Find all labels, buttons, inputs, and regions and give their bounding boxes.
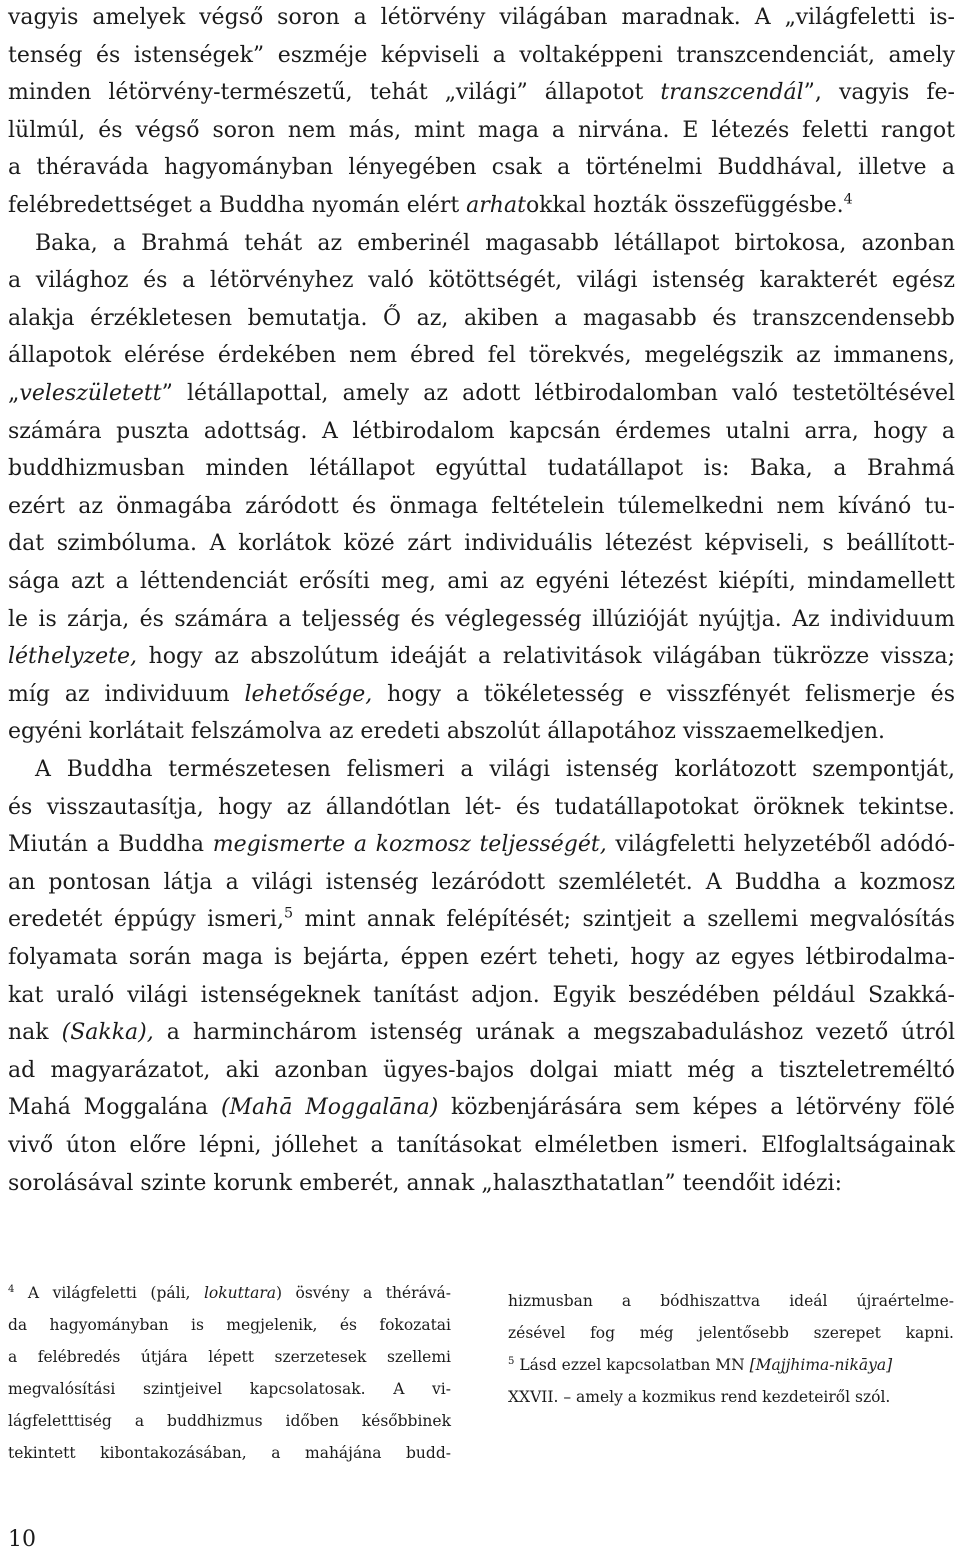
text-line: felébredettséget a Buddha nyomán elért arhatokkal hozták összefüggésbe.$^4$ (8, 191, 853, 218)
text-line: A Buddha természetesen felismeri a világi istenség korlátozott szempontját, (35, 757, 955, 782)
text-line: buddhizmusban minden létállapot egyúttal tudatállapot is: Baka, a Brahmá (8, 456, 955, 482)
footnote-line: da hagyományban is megjelenik, és fokozatai (8, 1316, 451, 1334)
text-line: Baka, a Brahmá tehát az emberinél magasabb létállapot birtokosa, azonban (35, 230, 955, 256)
footnotes-right (508, 1285, 954, 1413)
text-line: le is zárja, és számára a teljesség és véglegesség illúzióját nyújtja. Az individuum (8, 606, 955, 632)
text-line: Miután a Buddha megismerte a kozmosz teljességét, világfeletti helyzetéből adódó- (8, 832, 955, 858)
footnote-line: XXVII. – amely a kozmikus rend kezdeteiről szól. (508, 1388, 891, 1406)
text-line: számára puszta adottság. A létbirodalom kapcsán érdemes utalni arra, hogy a (8, 418, 955, 444)
page-number: 10 (8, 1527, 36, 1552)
text-line: míg az individuum lehetősége, hogy a tökéletesség e visszfényét felismerje és (8, 681, 955, 707)
text-line: ad magyarázatot, aki azonban ügyes-bajos dolgai miatt még a tiszteletreméltó (8, 1057, 955, 1083)
text-line: an pontosan látja a világi istenség lezáródott szemléletét. A Buddha a kozmosz (8, 869, 955, 895)
text-line: tenség és istenségek” eszméje képviseli a voltaképpeni transzcendenciát, amely (8, 42, 955, 68)
footnote-line: hizmusban a bódhiszattva ideál újraértelme- (508, 1292, 954, 1310)
text-line: ezért az önmagába záródott és önmaga feltételein túlemelkedni nem kívánó tu- (8, 493, 955, 519)
text-line: folyamata során maga is bejárta, éppen ezért teheti, hogy az egyes létbirodalma- (8, 945, 955, 970)
text-line: alakja érzékletesen bemutatja. Ő az, akiben a magasabb és transzcendensebb (8, 305, 955, 331)
text-line: vivő úton előre lépni, jóllehet a tanításokat elméletben ismeri. Elfoglaltságainak (8, 1133, 955, 1158)
text-line: sorolásával szinte korunk emberét, annak „halaszthatatlan” teendőit idézi: (8, 1170, 842, 1196)
footnote-line: megvalósítási szintjeivel kapcsolatosak. A vi- (8, 1380, 451, 1398)
text-line: a világhoz és a létörvényhez való kötöttségét, világi istenség karakterét egész (8, 268, 955, 294)
footnote-line: lágfeletttiség a buddhizmus időben későbbinek (8, 1412, 451, 1430)
text-line: sága azt a léttendenciát erősíti meg, ami az egyéni létezést kiépíti, mindamellett (8, 569, 955, 594)
text-line: eredetét éppúgy ismeri,$^5$ mint annak felépítését; szintjeit a szellemi megvalósítás (8, 906, 955, 933)
text-line: a théraváda hagyományban lényegében csak a történelmi Buddhával, illetve a (8, 155, 955, 181)
text-line: „veleszületett” létállapottal, amely az adott létbirodalomban való testetöltésével (8, 381, 955, 406)
text-line: Mahá Moggalána (Mahā Moggalāna) közbenjárására sem képes a létörvény fölé (8, 1095, 956, 1121)
text-line: léthelyzete, hogy az abszolútum ideáját a relativitások világában tükrözze vissza; (8, 644, 955, 670)
text-line: állapotok elérése érdekében nem ébred fel törekvés, megelégszik az immanens, (8, 343, 955, 369)
text-line: vagyis amelyek végső soron a létörvény világában maradnak. A „világfeletti is- (8, 5, 955, 30)
text-line: és visszautasítja, hogy az állandótlan lét- és tudatállapotokat öröknek tekintse. (8, 794, 955, 820)
text-line: kat uraló világi istenségeknek tanítást adjon. Egyik beszédében például Szakká- (8, 982, 955, 1008)
text-line: nak (Sakka), a harminchárom istenség urának a megszabaduláshoz vezető útról (8, 1020, 955, 1046)
footnote-line: $^5$ Lásd ezzel kapcsolatban MN [Majjhima-nikāya] (508, 1355, 893, 1374)
footnote-line: zésével fog még jelentősebb szerepet kapni. (508, 1324, 954, 1342)
text-line: dat szimbóluma. A korlátok közé zárt individuális létezést képviseli, s beállított- (8, 531, 955, 557)
text-line: lülmúl, és végső soron nem más, mint maga a nirvána. E létezés feletti rangot (8, 117, 955, 143)
text-line: egyéni korlátait felszámolva az eredeti abszolút állapotához visszaemelkedjen. (8, 719, 886, 745)
footnotes-left (8, 1277, 451, 1469)
footnote-line: $^4$ A világfeletti (páli, lokuttara) ösvény a thérává- (8, 1283, 451, 1302)
footnote-line: tekintett kibontakozásában, a mahájána budd- (8, 1444, 451, 1462)
footnote-line: a felébredés útjára lépett szerzetesek szellemi (8, 1348, 451, 1366)
text-line: minden létörvény-természetű, tehát „világi” állapotot transzcendál”, vagyis fe- (8, 80, 955, 106)
